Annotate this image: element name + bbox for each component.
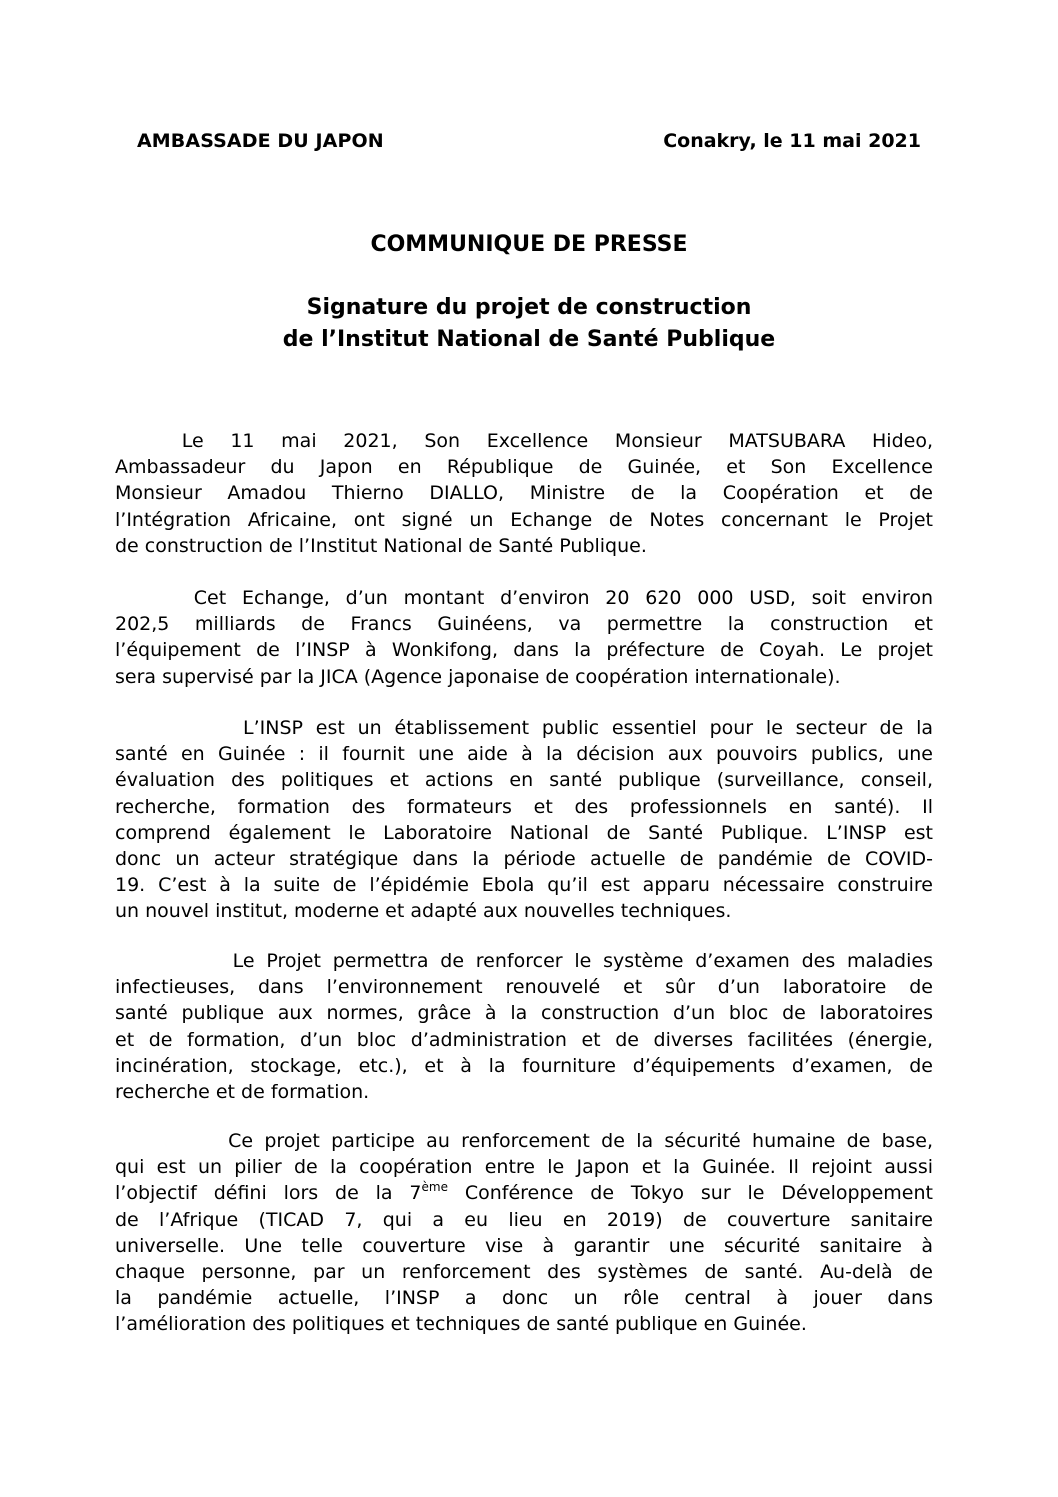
- paragraph-line: 19. C’est à la suite de l’épidémie Ebola qu’il est apparu nécessaire construire: [115, 874, 933, 897]
- document-title: COMMUNIQUE DE PRESSE: [370, 232, 688, 257]
- paragraph-line: Cet Echange, d’un montant d’environ 20 620 000 USD, soit environ: [115, 587, 933, 609]
- paragraph-4: [115, 948, 933, 1105]
- paragraph-line-with-superscript: [115, 1180, 933, 1206]
- paragraph-line: sera supervisé par la JICA (Agence japonaise de coopération internationale).: [115, 665, 841, 688]
- paragraph-line: Le 11 mai 2021, Son Excellence Monsieur MATSUBARA Hideo,: [115, 430, 933, 452]
- paragraph-line: universelle. Une telle couverture vise à garantir une sécurité sanitaire à: [115, 1234, 933, 1257]
- paragraph-line: donc un acteur stratégique dans la période actuelle de pandémie de COVID-: [115, 847, 933, 870]
- sender-header: AMBASSADE DU JAPON: [137, 130, 384, 152]
- paragraph-line: l’équipement de l’INSP à Wonkifong, dans la préfecture de Coyah. Le projet: [115, 639, 933, 662]
- sup-line-after: Conférence de Tokyo sur le Développement: [447, 1182, 933, 1205]
- paragraph-line: et de formation, d’un bloc d’administration et de diverses facilitées (énergie,: [115, 1028, 933, 1051]
- paragraph-3: [115, 715, 933, 925]
- paragraph-line: comprend également le Laboratoire National de Santé Publique. L’INSP est: [115, 821, 933, 844]
- paragraph-line: recherche et de formation.: [115, 1080, 370, 1103]
- paragraph-line: chaque personne, par un renforcement des systèmes de santé. Au-delà de: [115, 1260, 933, 1283]
- paragraph-2: [115, 585, 933, 690]
- subtitle-line-2: de l’Institut National de Santé Publique: [282, 327, 776, 352]
- paragraph-line: qui est un pilier de la coopération entre le Japon et la Guinée. Il rejoint aussi: [115, 1156, 933, 1179]
- paragraph-line: Le Projet permettra de renforcer le système d’examen des maladies: [115, 950, 933, 972]
- paragraph-5: [115, 1128, 933, 1338]
- paragraph-line: Ambassadeur du Japon en République de Guinée, et Son Excellence: [115, 456, 933, 479]
- paragraph-line: infectieuses, dans l’environnement renouvelé et sûr d’un laboratoire de: [115, 976, 933, 999]
- paragraph-line: l’amélioration des politiques et techniques de santé publique en Guinée.: [115, 1313, 807, 1336]
- ordinal-superscript: ème: [421, 1180, 448, 1195]
- paragraph-line: 202,5 milliards de Francs Guinéens, va permettre la construction et: [115, 613, 933, 636]
- place-date-header: Conakry, le 11 mai 2021: [663, 130, 921, 152]
- paragraph-line: L’INSP est un établissement public essentiel pour le secteur de la: [115, 717, 933, 739]
- paragraph-line: santé publique aux normes, grâce à la construction d’un bloc de laboratoires: [115, 1002, 933, 1025]
- sup-line-before: l’objectif défini lors de la 7: [115, 1182, 422, 1205]
- paragraph-line: un nouvel institut, moderne et adapté aux nouvelles techniques.: [115, 900, 732, 923]
- paragraph-1: [115, 428, 933, 559]
- paragraph-line: de l’Afrique (TICAD 7, qui a eu lieu en 2019) de couverture sanitaire: [115, 1208, 933, 1231]
- paragraph-line: la pandémie actuelle, l’INSP a donc un rôle central à jouer dans: [115, 1287, 933, 1310]
- paragraph-line: évaluation des politiques et actions en santé publique (surveillance, conseil,: [115, 769, 933, 792]
- paragraph-line: l’Intégration Africaine, ont signé un Echange de Notes concernant le Projet: [115, 508, 933, 531]
- document-subtitle: [0, 292, 1058, 356]
- paragraph-line: incinération, stockage, etc.), et à la fourniture d’équipements d’examen, de: [115, 1054, 933, 1077]
- paragraph-line: recherche, formation des formateurs et des professionnels en santé). Il: [115, 795, 933, 818]
- subtitle-line-1: Signature du projet de construction: [306, 295, 752, 320]
- paragraph-line: santé en Guinée : il fournit une aide à la décision aux pouvoirs publics, une: [115, 743, 933, 766]
- paragraph-line: Ce projet participe au renforcement de la sécurité humaine de base,: [115, 1130, 933, 1152]
- paragraph-line: Monsieur Amadou Thierno DIALLO, Ministre de la Coopération et de: [115, 482, 933, 505]
- paragraph-line: de construction de l’Institut National de Santé Publique.: [115, 534, 647, 557]
